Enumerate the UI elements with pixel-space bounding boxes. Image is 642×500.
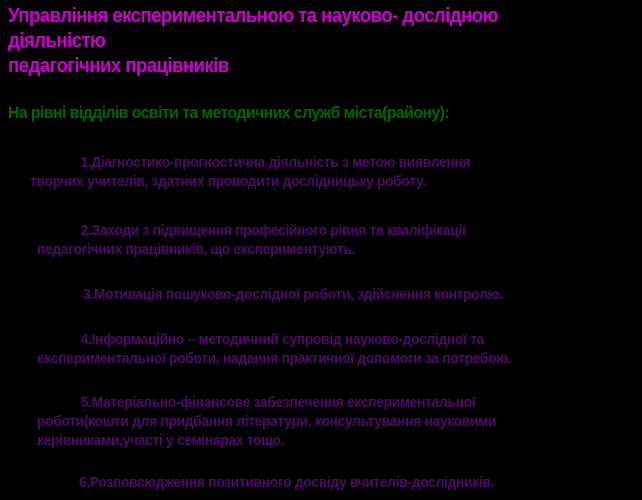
list-item-line: 5.Матеріально-фінансове забезпечення експериментальної bbox=[80, 395, 476, 411]
list-item-6 bbox=[79, 474, 494, 493]
list-item-line: педагогічних працівників, що експериментують. bbox=[37, 242, 356, 258]
list-item-line: 1.Діагностико-прогностична діяльність з метою виявлення bbox=[80, 155, 471, 171]
list-item-line: 2.Заходи з підвищення професійного рівня та кваліфікації bbox=[80, 223, 466, 239]
list-item-1 bbox=[30, 154, 470, 192]
list-item-line: керівниками,участі у семінарах тощо. bbox=[37, 433, 285, 449]
slide-title-line-1: Управління експериментальною та науково- дослідною bbox=[8, 5, 498, 27]
slide-title-line-2: діяльністю bbox=[8, 30, 106, 52]
list-item-5 bbox=[37, 394, 496, 451]
list-item-line: 6.Розповсюдження позитивного досвіду вчителів-дослідників. bbox=[79, 475, 495, 491]
slide-title-line-3: педагогічних працівників bbox=[8, 55, 229, 77]
list-item-3 bbox=[83, 286, 503, 305]
list-item-line: творчих учителів, здатних проводити дослідницьку роботу. bbox=[30, 174, 426, 190]
list-item-line: 4.Інформаційно – методичний супровід науково-дослідної та bbox=[80, 332, 485, 348]
list-item-line: 3.Мотивація пошуково-дослідної роботи, здійснення контролю. bbox=[83, 287, 503, 303]
list-item-4 bbox=[37, 331, 511, 369]
slide-subtitle: На рівні відділів освіти та методичних служб міста(району): bbox=[8, 103, 450, 122]
list-item-2 bbox=[37, 222, 466, 260]
slide-title bbox=[8, 4, 594, 79]
list-item-line: експериментальної роботи, надання практичної допомоги за потребою. bbox=[37, 351, 512, 367]
list-item-line: роботи(кошти для придбання літератури, консультування науковими bbox=[37, 414, 497, 430]
